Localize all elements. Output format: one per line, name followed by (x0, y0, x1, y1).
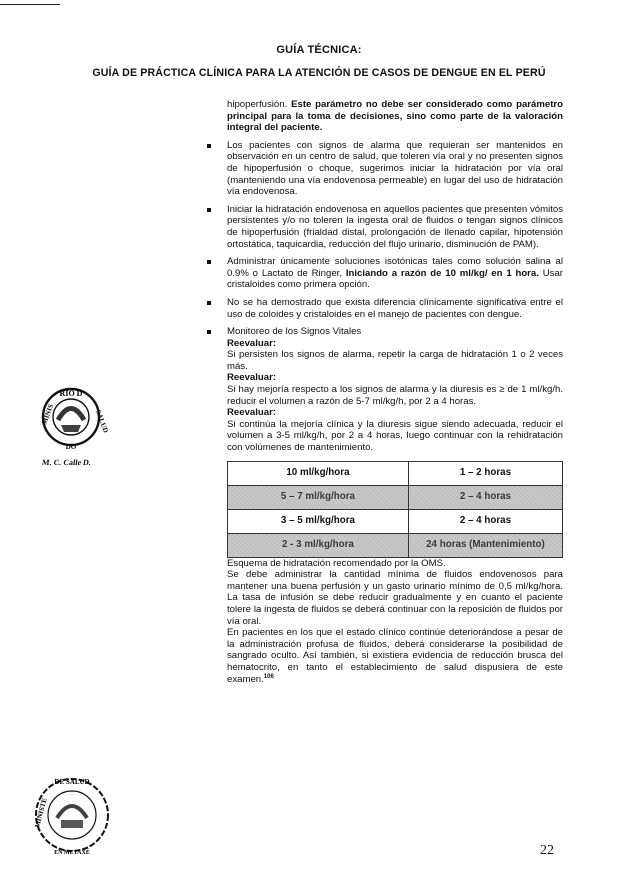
document-title: GUÍA TÉCNICA: (276, 44, 362, 56)
reevaluar-text: Si continúa la mejoría clínica y la diuresis sigue siendo adecuada, reducir el volumen a 3-5 ml/kg/h, por 2 a 4 horas, luego continuar con la rehidratación con volúmenes de mantenimiento. (227, 418, 563, 454)
svg-text:DE SALUD: DE SALUD (54, 778, 90, 786)
bullet-item: No se ha demostrado que exista diferencia clínicamente significativa entre el uso de coloides y cristaloides en el manejo de pacientes con dengue. (205, 297, 563, 320)
body-paragraph: Se debe administrar la cantidad mínima de fluidos endovenosos para mantener una buena perfusión y un gasto urinario mínimo de 0,5 ml/kg/hora. La tasa de infusión se debe reducir gradualmente y en cuanto el paciente tolere la ingesta de fluidos se deberá continuar con la reposición de fluidos por vía oral. (227, 569, 563, 627)
reevaluar-text: Si hay mejoría respecto a los signos de alarma y la diuresis es ≥ de 1 ml/kg/h. reducir el volumen a razón de 5-7 ml/kg/h, por 2 a 4 horas. (227, 384, 563, 407)
reevaluar-heading: Reevaluar: (227, 337, 277, 349)
table-cell: 2 – 4 horas (408, 509, 562, 533)
table-cell: 10 ml/kg/hora (228, 461, 409, 485)
signature-name: M. C. Calle D. (41, 458, 92, 467)
intro-paragraph: hipoperfusión. Este parámetro no debe ser considerado como parámetro principal para la toma de decisiones, sino como parte de la valoración integral del paciente. (227, 99, 563, 134)
bullet-item: Monitoreo de los Signos Vitales (205, 326, 563, 338)
bullet-item: Los pacientes con signos de alarma que requieran ser mantenidos en observación en un centro de salud, que toleren vía oral y no presenten signos de hipoperfusión o choque, sugerimos iniciar la hidratación por vía oral (manteniendo una vía endovenosa permeable) en lugar del uso de hidratación vía endovenosa. (205, 140, 563, 198)
bullet-item: Administrar únicamente soluciones isotónicas tales como solución salina al 0.9% o Lactato de Ringer, Iniciando a razón de 10 ml/kg/ en 1 hora. Usar cristaloides como primera opción. (205, 256, 563, 291)
table-caption: Esquema de hidratación recomendado por la OMS. (227, 557, 446, 569)
svg-text:MINISTE: MINISTE (33, 797, 49, 829)
main-content (205, 99, 563, 685)
svg-text:MINIS: MINIS (40, 403, 56, 426)
bullet-item: Iniciar la hidratación endovenosa en aquellos pacientes que presenten vómitos persistentes y/o no toleren la ingesta oral de fluidos o tengan signos clínicos de hipoperfusión (frialdad distal, prolongación de llenado capilar, hipotensión ortostática, taquicardia, reducción del flujo urinario, disminución de PAM). (205, 204, 563, 250)
table-row (228, 461, 563, 485)
bullet-icon (207, 260, 211, 264)
svg-text:SALUD: SALUD (94, 408, 110, 434)
reevaluar-heading: Reevaluar: (227, 407, 277, 419)
table-cell: 3 – 5 ml/kg/hora (228, 509, 409, 533)
table-row (228, 509, 563, 533)
reference-superscript: 106 (263, 673, 274, 680)
intro-bold-text: Este parámetro no debe ser considerado como parámetro principal para la toma de decisiones, sino como parte de la valoración integral del paciente. (227, 99, 563, 134)
hydration-table (227, 461, 563, 558)
document-subtitle: GUÍA DE PRÁCTICA CLÍNICA PARA LA ATENCIÓN DE CASOS DE DENGUE EN EL PERÚ (92, 67, 546, 79)
bullet-icon (207, 144, 211, 148)
bullet-icon (207, 208, 211, 212)
table-row (228, 485, 563, 509)
svg-text:RIO D: RIO D (59, 389, 83, 398)
table-cell: 2 - 3 ml/kg/hora (228, 533, 409, 557)
svg-text:EN METAXÉ: EN METAXÉ (54, 850, 90, 856)
bullet-icon (207, 301, 211, 305)
reevaluar-block (205, 338, 563, 454)
svg-text:DO: DO (65, 443, 77, 451)
bullet-icon (207, 330, 211, 334)
body-paragraph: En pacientes en los que el estado clínico continúe deteriorándose a pesar de la administración profusa de fluidos, deberá considerarse la posibilidad de sangrado oculto. Así también, si existiera evidencia de reducción brusca del hematocrito, en tanto el establecimiento de salud dispusiera de este examen.$^{106}$ (227, 627, 563, 685)
table-row (228, 533, 563, 557)
ministry-seal-stamp (38, 385, 110, 455)
reevaluar-text: Si persisten los signos de alarma, repetir la carga de hidratación 1 o 2 veces más. (227, 349, 563, 372)
ministry-seal-stamp-bottom (27, 770, 117, 860)
table-cell: 1 – 2 horas (408, 461, 562, 485)
reevaluar-heading: Reevaluar: (227, 372, 277, 384)
top-rule (0, 4, 60, 5)
table-cell: 2 – 4 horas (408, 485, 562, 509)
page-number: 22 (540, 843, 554, 858)
table-cell: 5 – 7 ml/kg/hora (228, 485, 409, 509)
table-cell: 24 horas (Mantenimiento) (408, 533, 562, 557)
